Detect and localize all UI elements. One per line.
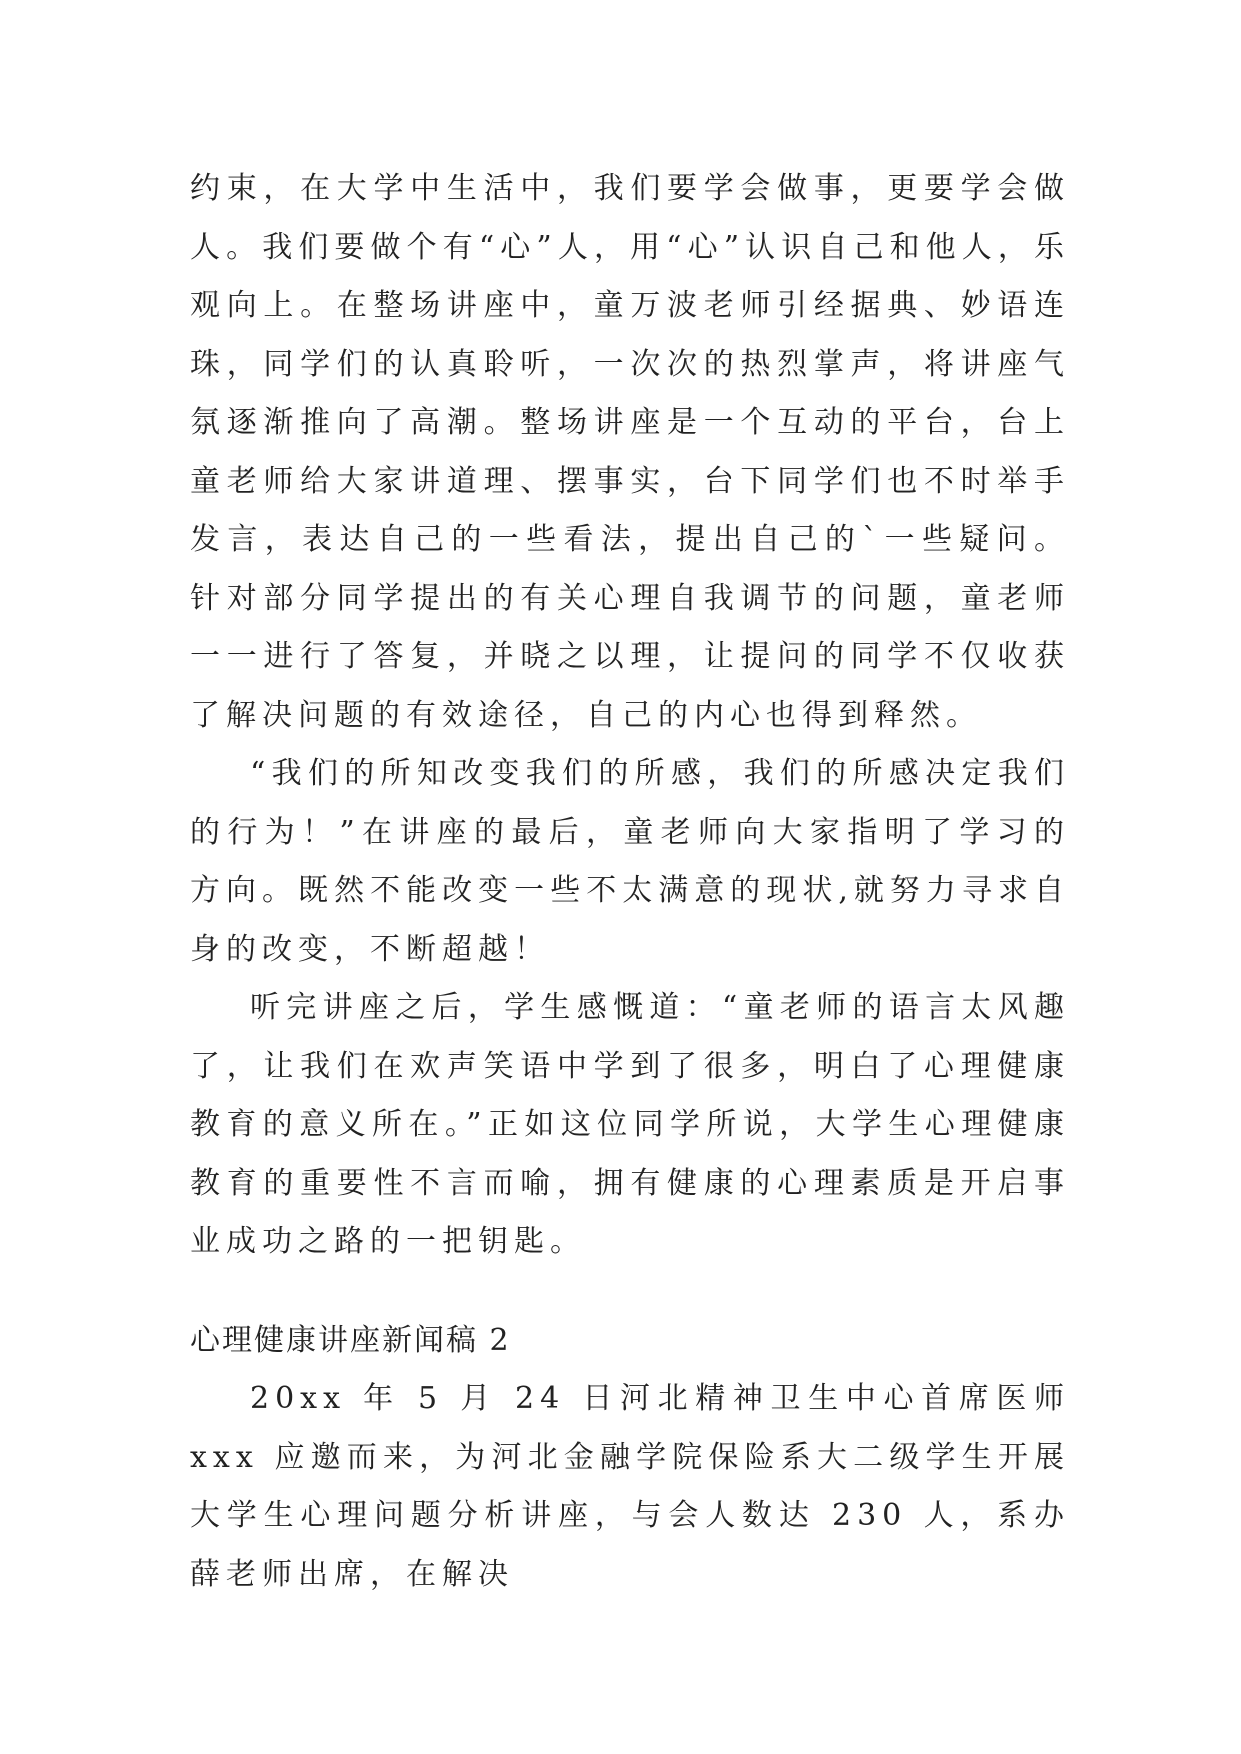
body-paragraph-1: 约束，在大学中生活中，我们要学会做事，更要学会做人。我们要做个有“心”人，用“心”认识自己和他人，乐观向上。在整场讲座中，童万波老师引经据典、妙语连珠，同学们的认真聆听，一次次的热烈掌声，将讲座气氛逐渐推向了高潮。整场讲座是一个互动的平台，台上童老师给大家讲道理、摆事实，台下同学们也不时举手发言，表达自己的一些看法，提出自己的`一些疑问。针对部分同学提出的有关心理自我调节的问题，童老师一一进行了答复，并晓之以理，让提问的同学不仅收获了解决问题的有效途径，自己的内心也得到释然。 [190,171,1070,733]
body-paragraph-3: 听完讲座之后，学生感慨道：“童老师的语言太风趣了，让我们在欢声笑语中学到了很多，明白了心理健康教育的意义所在。”正如这位同学所说，大学生心理健康教育的重要性不言而喻，拥有健康的心理素质是开启事业成功之路的一把钥匙。 [190,990,1070,1259]
section-paragraph: 20xx 年 5 月 24 日河北精神卫生中心首席医师 xxx 应邀而来，为河北金融学院保险系大二级学生开展大学生心理问题分析讲座，与会人数达 230 人，系办薛老师出席，在解决 [190,1381,1070,1592]
document-body [190,160,1070,1604]
body-paragraph-2: “我们的所知改变我们的所感，我们的所感决定我们的行为！”在讲座的最后，童老师向大家指明了学习的方向。既然不能改变一些不太满意的现状,就努力寻求自身的改变，不断超越！ [190,756,1070,967]
section-title: 心理健康讲座新闻稿 2 [190,1322,511,1358]
